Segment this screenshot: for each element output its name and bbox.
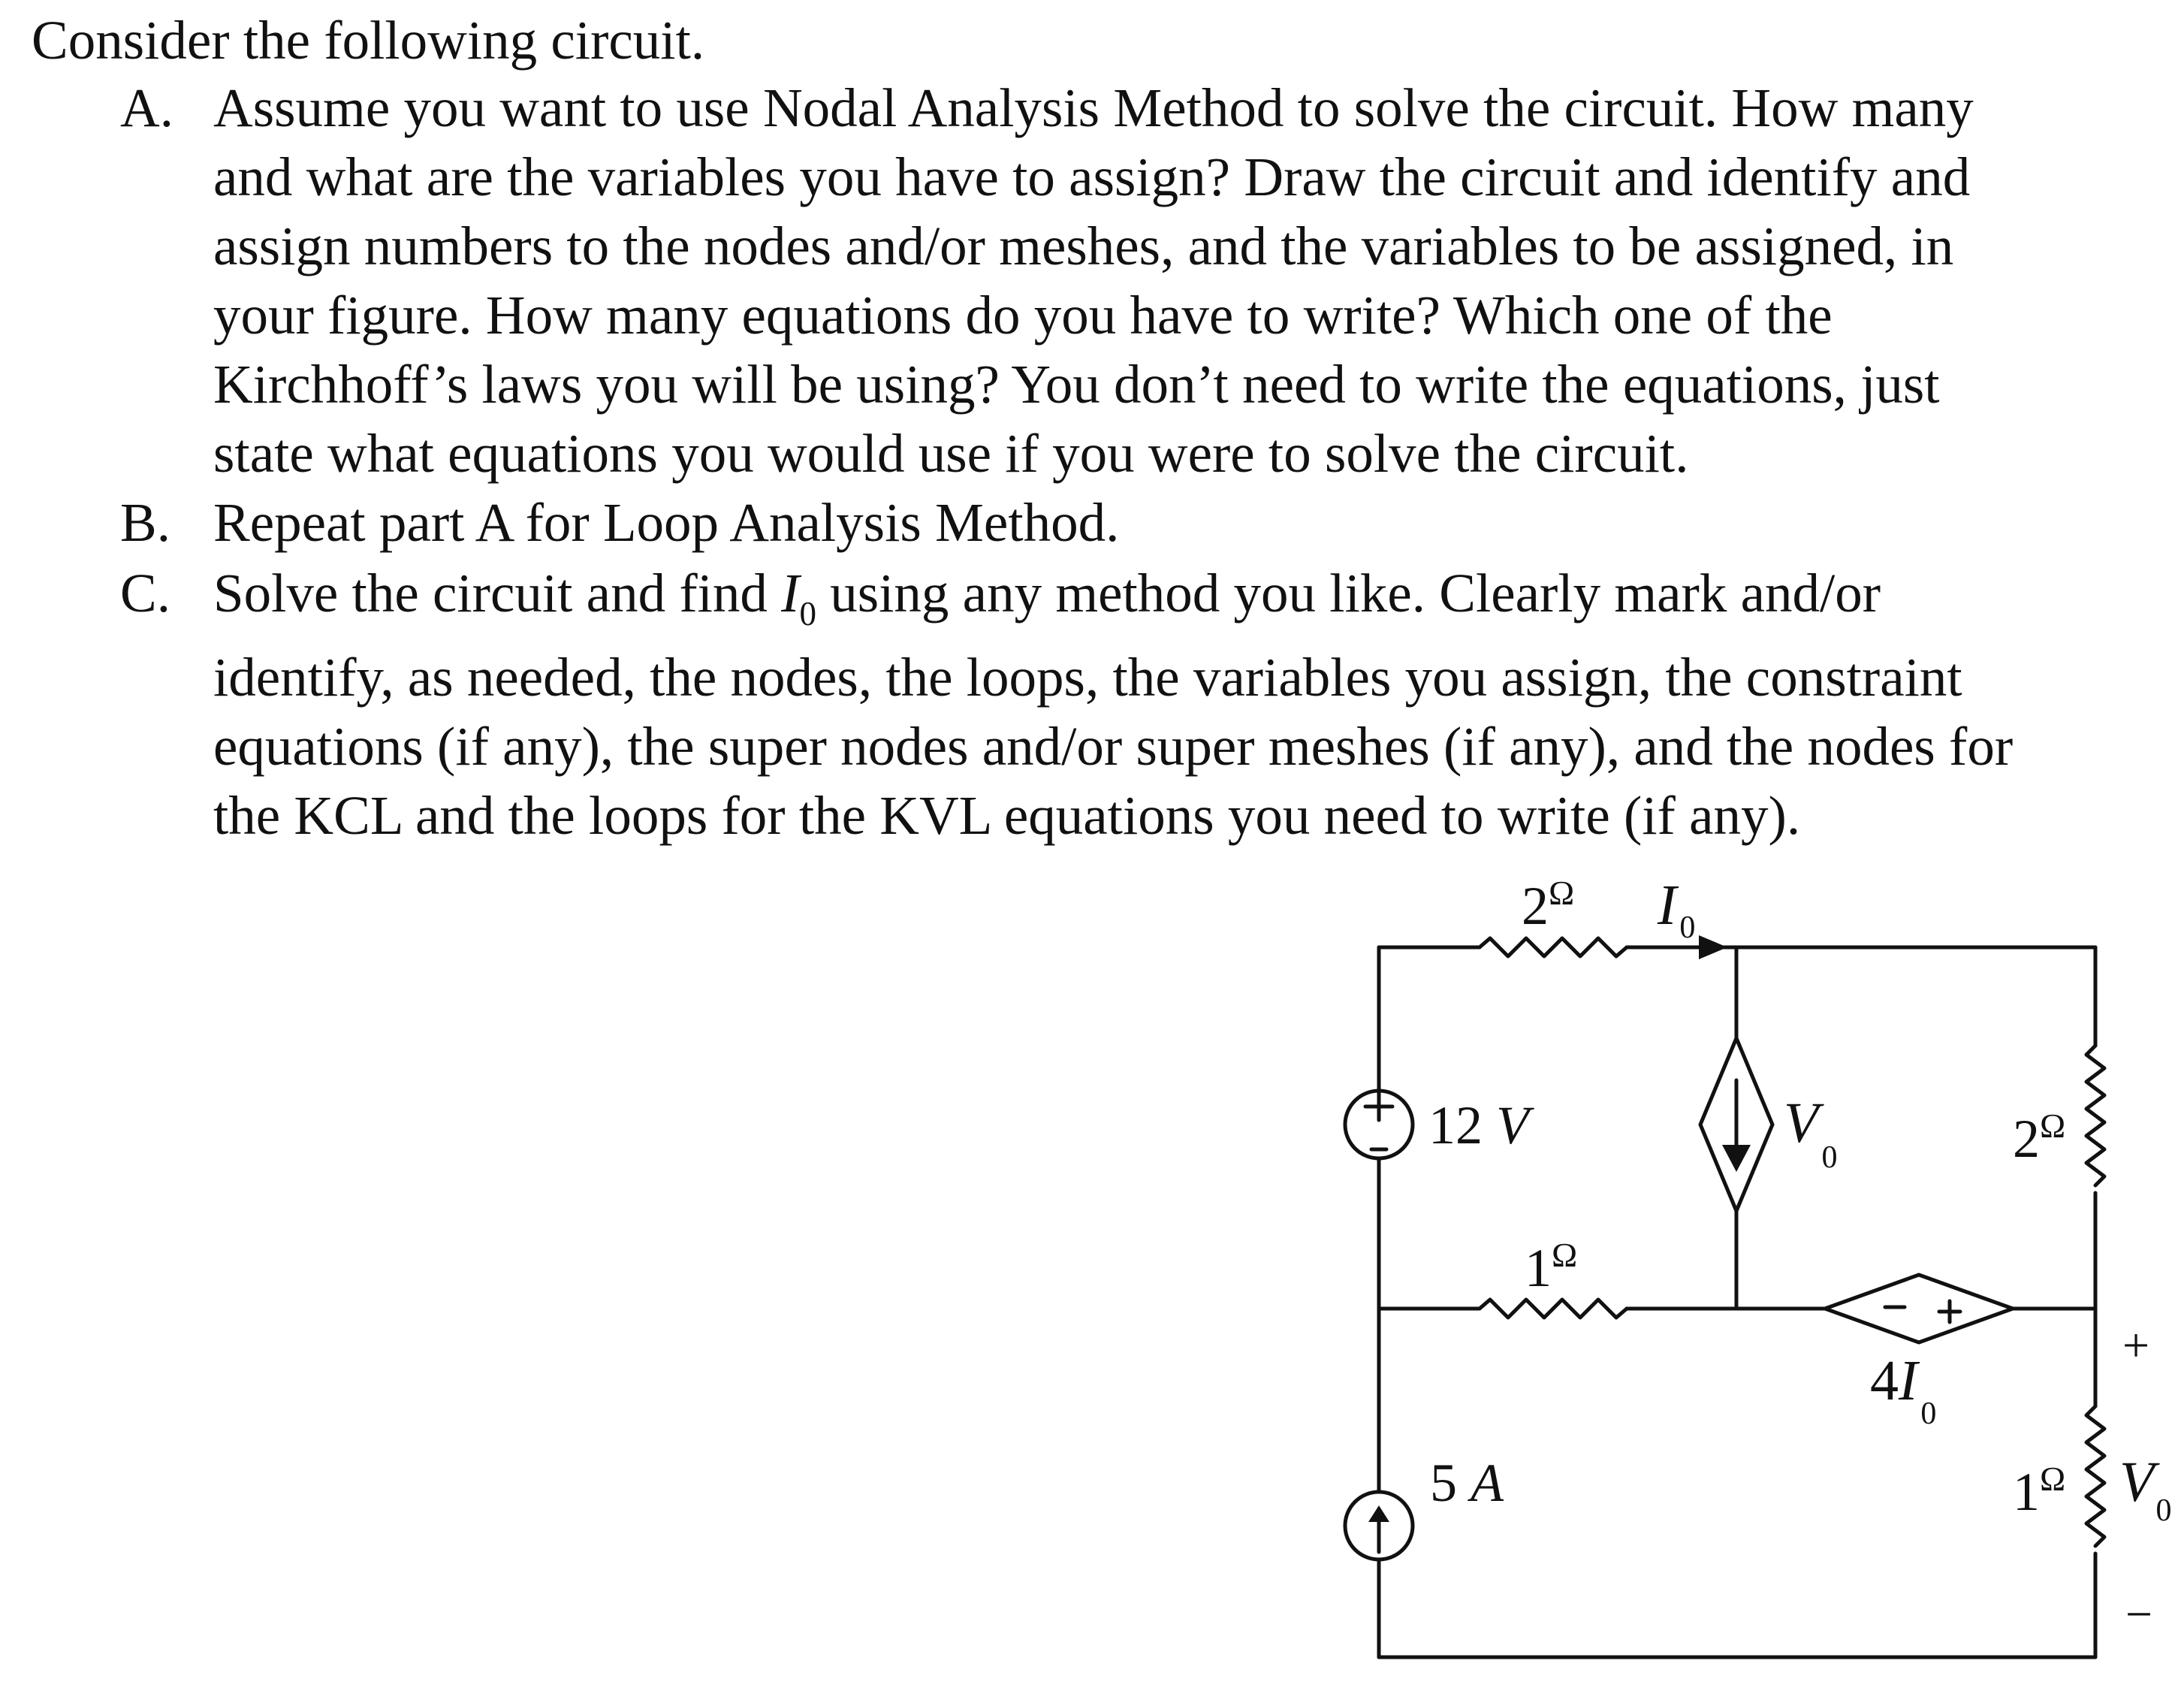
resistor-right-top-2ohm <box>2086 1046 2104 1185</box>
item-c-line-1-before: Solve the circuit and find <box>213 563 768 624</box>
resistor-right-bottom-1ohm <box>2086 1406 2104 1546</box>
resistor-top-2ohm <box>1480 938 1627 956</box>
item-a-line-4: your figure. How many equations do you have to write? Which one of the <box>213 285 1833 346</box>
item-c-line-3: equations (if any), the super nodes and/or super meshes (if any), and the nodes for <box>213 716 2014 777</box>
io-subscript: 0 <box>799 595 816 633</box>
item-c-letter: C. <box>120 563 170 624</box>
r-top-label: $2^\Omega$ <box>1522 874 1575 936</box>
io-variable: I <box>781 563 800 624</box>
item-a-line-3: assign numbers to the nodes and/or meshes, and the variables to be assigned, in <box>213 216 1954 276</box>
r-right-top-label: $2^\Omega$ <box>2013 1107 2066 1169</box>
item-c-line-4: the KCL and the loops for the KVL equations you need to write (if any). <box>213 785 1801 846</box>
current-source-arrow-icon <box>1368 1505 1389 1522</box>
item-a-line-1: Assume you want to use Nodal Analysis Method to solve the circuit. How many <box>213 77 1974 138</box>
item-b-line-1: Repeat part A for Loop Analysis Method. <box>213 492 1120 553</box>
item-c-line-2: identify, as needed, the nodes, the loops, the variables you assign, the constraint <box>213 647 1962 708</box>
dependent-voltage-source-plus-sign <box>1939 1301 1960 1322</box>
item-a-line-6: state what equations you would use if you were to solve the circuit. <box>213 423 1689 484</box>
io-label: $I_0$ <box>1658 874 1696 945</box>
dependent-voltage-source-4io <box>1825 1275 2013 1342</box>
item-a-line-2: and what are the variables you have to assign? Draw the circuit and identify and <box>213 146 1971 207</box>
r-middle-label: $1^\Omega$ <box>1525 1236 1578 1298</box>
item-b-letter: B. <box>120 492 170 553</box>
voltage-source-plus-sign <box>1365 1093 1392 1120</box>
dependent-voltage-source-label: $4I_0$ <box>1870 1349 1937 1431</box>
vo-minus-label: − <box>2125 1587 2153 1641</box>
item-a-line-5: Kirchhoff’s laws you will be using? You don’t need to write the equations, just <box>213 354 1940 415</box>
voltage-source-label: 12 V <box>1428 1095 1529 1155</box>
r-right-bottom-label: $1^\Omega$ <box>2013 1460 2066 1522</box>
current-source-label: 5 A <box>1430 1453 1504 1513</box>
vo-measure-label: $V_0$ <box>2119 1451 2172 1528</box>
question-intro: Consider the following circuit. <box>32 10 705 71</box>
item-a-letter: A. <box>120 77 173 138</box>
resistor-middle-1ohm <box>1480 1300 1627 1318</box>
dependent-current-source-label: $V_0$ <box>1784 1092 1838 1175</box>
io-arrow-icon <box>1699 935 1727 959</box>
dependent-current-source-arrow-icon <box>1722 1145 1751 1172</box>
vo-plus-label: + <box>2122 1318 2150 1372</box>
item-c-line-1-after: using any method you like. Clearly mark and/or <box>830 563 1881 624</box>
